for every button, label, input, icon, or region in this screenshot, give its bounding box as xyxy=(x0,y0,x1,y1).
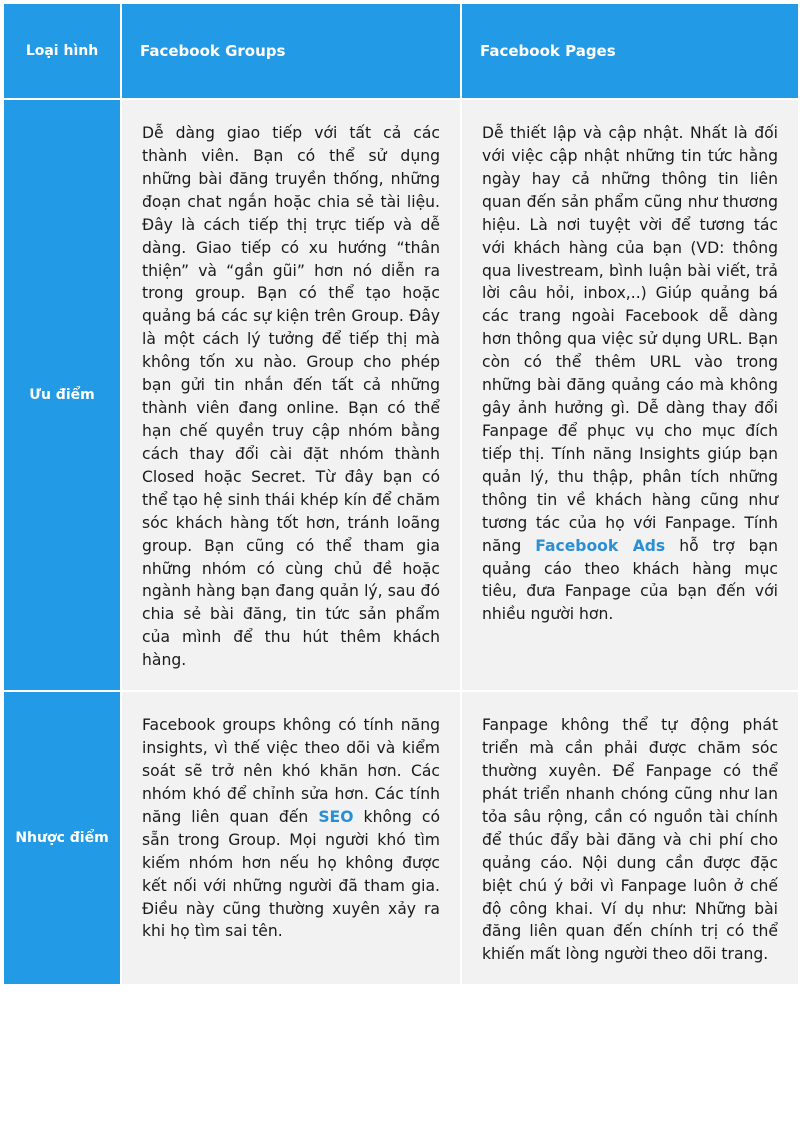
cell-pages-advantages-text xyxy=(482,122,778,626)
groups-disadvantages-part2: không có sẵn trong Group. Mọi người khó tìm kiếm nhóm hơn nếu họ không được kết nối với những người đã tham gia. Điều này cũng thường xuyên xảy ra khi họ tìm sai tên. xyxy=(142,807,440,941)
cell-groups-advantages-text: Dễ dàng giao tiếp với tất cả các thành viên. Bạn có thể sử dụng những bài đăng truyền thống, những đoạn chat ngắn hoặc chia sẻ tài liệu. Đây là cách tiếp thị trực tiếp và dễ dàng. Giao tiếp có xu hướng “thân thiện” và “gần gũi” hơn nó diễn ra trong group. Bạn có thể tạo hoặc quảng bá các sự kiện trên Group. Đây là một cách lý tưởng để tiếp thị mà không tốn xu nào. Group cho phép bạn gửi tin nhắn đến tất cả những thành viên đang online. Bạn có thể hạn chế quyền truy cập nhóm bằng cách thay đổi cài đặt nhóm thành Closed hoặc Secret. Từ đây bạn có thể tạo hệ sinh thái khép kín để chăm sóc khách hàng tốt hơn, tránh loãng group. Bạn cũng có thể tham gia những nhóm có cùng chủ đề hoặc ngành hàng bạn đang quản lý, sau đó chia sẻ bài đăng, tin tức sản phẩm của mình để thu hút thêm khách hàng. xyxy=(142,124,440,670)
header-facebook-pages: Facebook Pages xyxy=(461,3,799,99)
row-label-advantages: Ưu điểm xyxy=(3,99,121,691)
pages-advantages-part2: hỗ trợ bạn quảng cáo theo khách hàng mục tiêu, đưa Fanpage của bạn đến với nhiều người hơn. xyxy=(482,536,778,624)
row-label-disadvantages: Nhược điểm xyxy=(3,691,121,985)
facebook-ads-link[interactable]: Facebook Ads xyxy=(535,536,666,555)
table-row xyxy=(3,99,799,691)
groups-disadvantages-part1: Facebook groups không có tính năng insights, vì thế việc theo dõi và kiểm soát sẽ trở nên khó khăn hơn. Các nhóm khó để chỉnh sửa hơn. Các tính năng liên quan đến xyxy=(142,716,440,826)
header-type-label: Loại hình xyxy=(3,3,121,99)
cell-pages-disadvantages xyxy=(461,691,799,985)
cell-groups-advantages xyxy=(121,99,461,691)
table-header-row xyxy=(3,3,799,99)
header-facebook-groups: Facebook Groups xyxy=(121,3,461,99)
cell-pages-disadvantages-text: Fanpage không thể tự động phát triển mà cần phải được chăm sóc thường xuyên. Để Fanpage có thể phát triển nhanh chóng cũng như lan tỏa sâu rộng, cần có nguồn tài chính để thúc đẩy bài đăng và chi phí cho quảng cáo. Nội dung cần được đặc biệt chú ý bởi vì Fanpage luôn ở chế độ công khai. Ví dụ như: Những bài đăng liên quan đến chính trị có thể khiến mất lòng người theo dõi trang. xyxy=(482,716,778,964)
table-row xyxy=(3,691,799,985)
pages-advantages-part1: Dễ thiết lập và cập nhật. Nhất là đối với việc cập nhật những tin tức hằng ngày hay cả những thông tin liên quan đến sản phẩm cũng như thương hiệu. Là nơi tuyệt vời để tương tác với khách hàng của bạn (VD: thông qua livestream, bình luận bài viết, trả lời câu hỏi, inbox,..) Giúp quảng bá các trang ngoài Facebook dễ dàng hơn thông qua việc sử dụng URL. Bạn còn có thể thêm URL vào trong những bài đăng quảng cáo mà không gây ảnh hưởng gì. Dễ dàng thay đổi Fanpage để phục vụ cho mục đích tiếp thị. Tính năng Insights giúp bạn quản lý, thu thập, phân tích những thông tin về khách hàng cũng như tương tác của họ với Fanpage. Tính năng xyxy=(482,124,778,555)
cell-groups-disadvantages-text xyxy=(142,714,440,943)
cell-pages-advantages xyxy=(461,99,799,691)
seo-link[interactable]: SEO xyxy=(318,807,354,826)
cell-groups-disadvantages xyxy=(121,691,461,985)
comparison-table xyxy=(2,2,800,986)
